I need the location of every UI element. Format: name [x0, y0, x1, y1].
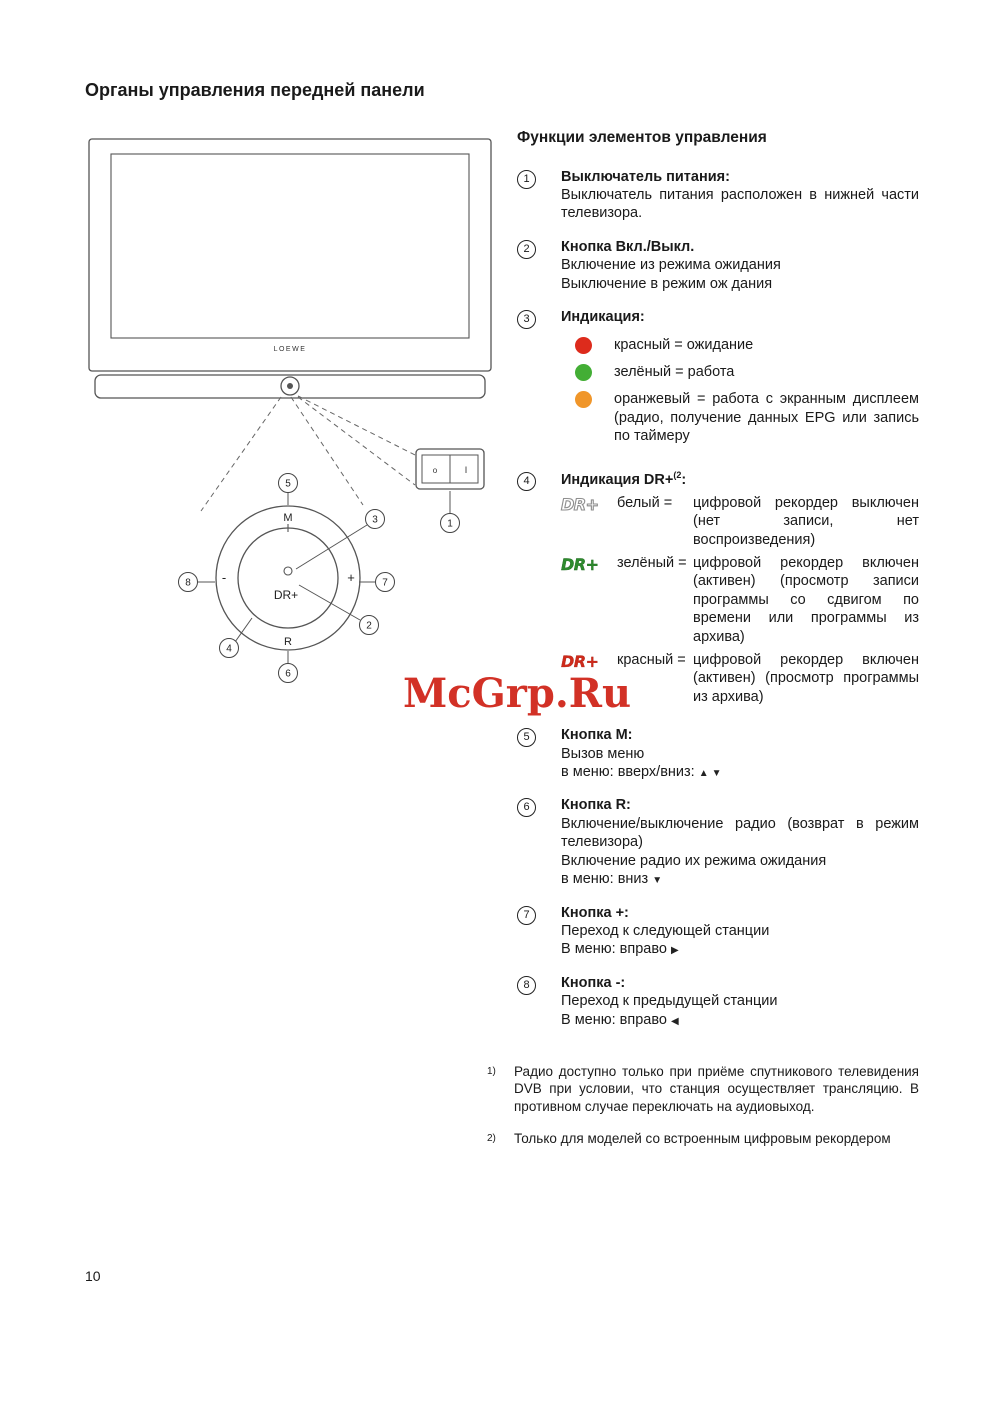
knob-label-plus: + — [347, 570, 355, 585]
item-number: 5 — [517, 726, 561, 781]
item-text: Выключатель питания расположен в нижней части телевизора. — [561, 187, 919, 222]
footnote-text: Радио доступно только при приёме спутникового телевидения DVB при условии, что станция осуществляет трансляцию. В противном случае переключать на аудиовыход. — [514, 1063, 919, 1115]
item-text: Включение радио их режима ожидания — [561, 852, 827, 869]
orange-indicator-dot — [575, 391, 592, 408]
item-title: Индикация DR+$^{(2}$: — [561, 469, 687, 488]
dr-state-label: красный = — [617, 652, 686, 669]
function-item-m-button — [517, 726, 919, 781]
function-item-power-switch — [517, 168, 919, 223]
item-text: Включение/выключение радио (возврат в режим телевизора) — [561, 815, 919, 851]
function-item-indication — [517, 308, 919, 454]
down-arrow-icon: ▼ — [711, 768, 725, 780]
item-number: 4 — [517, 470, 561, 712]
power-off-mark: о — [432, 466, 438, 475]
control-knob — [216, 506, 360, 650]
dr-state-row — [561, 651, 919, 706]
power-on-mark: I — [464, 465, 468, 475]
footnote-text: Только для моделей со встроенным цифровым рекордером — [514, 1130, 891, 1146]
indicator-eye-dot — [287, 383, 293, 389]
callout-8-num: 8 — [185, 577, 191, 589]
drplus-logo-green: DR+ — [561, 555, 599, 574]
function-item-r-button — [517, 796, 919, 888]
footnote-1 — [487, 1063, 919, 1116]
knob-label-minus: - — [221, 570, 227, 585]
item-number: 6 — [517, 796, 561, 888]
footnote-ref-2: (2 — [673, 469, 682, 480]
function-item-onoff-button — [517, 238, 919, 293]
footnote-mark: 1) — [487, 1065, 496, 1077]
page-number: 10 — [85, 1268, 101, 1284]
item-text: в меню: вниз ▼ — [561, 871, 666, 888]
item-text: в меню: вверх/вниз: ▲▼ — [561, 764, 725, 781]
function-item-plus-button — [517, 904, 919, 959]
item-title: Кнопка -: — [561, 974, 626, 991]
drplus-logo-red: DR+ — [561, 652, 599, 672]
item-title: Кнопка M: — [561, 727, 633, 744]
green-indicator-dot — [575, 364, 592, 381]
callout-5-num: 5 — [285, 478, 291, 490]
indicator-label: красный = ожидание — [614, 336, 754, 353]
footnote-mark: 2) — [487, 1132, 496, 1144]
tv-screen — [111, 154, 469, 338]
dr-state-row — [561, 554, 919, 646]
page-title: Органы управления передней панели — [85, 80, 425, 100]
drplus-logo-white: DR+ — [561, 494, 599, 514]
item-text: Выключение в режим ож дания — [561, 275, 773, 292]
item-text: В меню: вправо ◀ — [561, 1011, 682, 1028]
item-text: Вызов меню — [561, 745, 645, 762]
footnote-2 — [487, 1130, 919, 1148]
callout-2-num: 2 — [366, 620, 372, 632]
left-arrow-icon: ◀ — [671, 1015, 682, 1027]
knob-inner-ring — [238, 528, 338, 628]
function-item-dr-indication — [517, 470, 919, 712]
projection-lines — [201, 396, 415, 511]
functions-panel — [487, 128, 919, 1161]
item-title: Выключатель питания: — [561, 168, 730, 185]
item-title: Индикация: — [561, 309, 645, 326]
function-item-minus-button — [517, 974, 919, 1029]
item-number: 2 — [517, 238, 561, 293]
dr-state-label: зелёный = — [617, 555, 687, 571]
item-title: Кнопка R: — [561, 797, 631, 814]
dr-state-label: белый = — [617, 494, 673, 511]
front-panel-diagram — [85, 133, 505, 723]
item-text: В меню: вправо ▶ — [561, 941, 682, 958]
item-number: 3 — [517, 308, 561, 454]
tv-frame — [89, 139, 491, 371]
footnotes — [487, 1063, 919, 1147]
item-title: Кнопка Вкл./Выкл. — [561, 238, 695, 255]
callout-1-num: 1 — [447, 518, 453, 530]
callout-6-num: 6 — [285, 668, 291, 680]
dr-state-desc: цифровой рекордер включен (активен) (просмотр записи программы со сдвигом по времени или программы из архива) — [693, 555, 919, 645]
mcgrp-watermark: McGrp.Ru — [403, 670, 632, 717]
tv-diagram — [85, 133, 505, 718]
indicator-label: зелёный = работа — [614, 363, 735, 380]
knob-center-dot — [284, 567, 292, 575]
loewe-logo: LOEWE — [273, 346, 307, 353]
callout-lines — [198, 491, 450, 663]
indicator-row — [575, 363, 919, 381]
knob-label-drplus: DR+ — [273, 588, 299, 602]
indicator-row — [575, 390, 919, 445]
item-text: Включение из режима ожидания — [561, 257, 781, 274]
callout-7-num: 7 — [382, 577, 388, 589]
item-number: 7 — [517, 904, 561, 959]
item-text: Переход к предыдущей станции — [561, 993, 778, 1010]
dr-state-row — [561, 494, 919, 549]
indicator-label: оранжевый = работа с экранным дисплеем (радио, получение данных EPG или запись по таймеру — [614, 391, 919, 445]
power-switch — [416, 449, 484, 489]
dr-state-desc: цифровой рекордер выключен (нет записи, нет воспроизведения) — [693, 494, 919, 548]
right-arrow-icon: ▶ — [671, 945, 682, 957]
callout-3-num: 3 — [372, 514, 378, 526]
functions-heading: Функции элементов управления — [517, 129, 767, 146]
item-text: Переход к следующей станции — [561, 922, 770, 939]
knob-label-r: R — [284, 636, 292, 648]
dr-state-desc: цифровой рекордер включен (активен) (просмотр программы из архива) — [693, 652, 919, 705]
callout-4-num: 4 — [226, 643, 232, 655]
down-arrow-icon: ▼ — [652, 875, 666, 887]
item-title: Кнопка +: — [561, 904, 629, 921]
red-indicator-dot — [575, 337, 592, 354]
item-number: 8 — [517, 974, 561, 1029]
item-number: 1 — [517, 168, 561, 223]
up-arrow-icon: ▲ — [698, 768, 712, 780]
knob-label-m: M — [283, 512, 293, 524]
indicator-row — [575, 336, 919, 354]
